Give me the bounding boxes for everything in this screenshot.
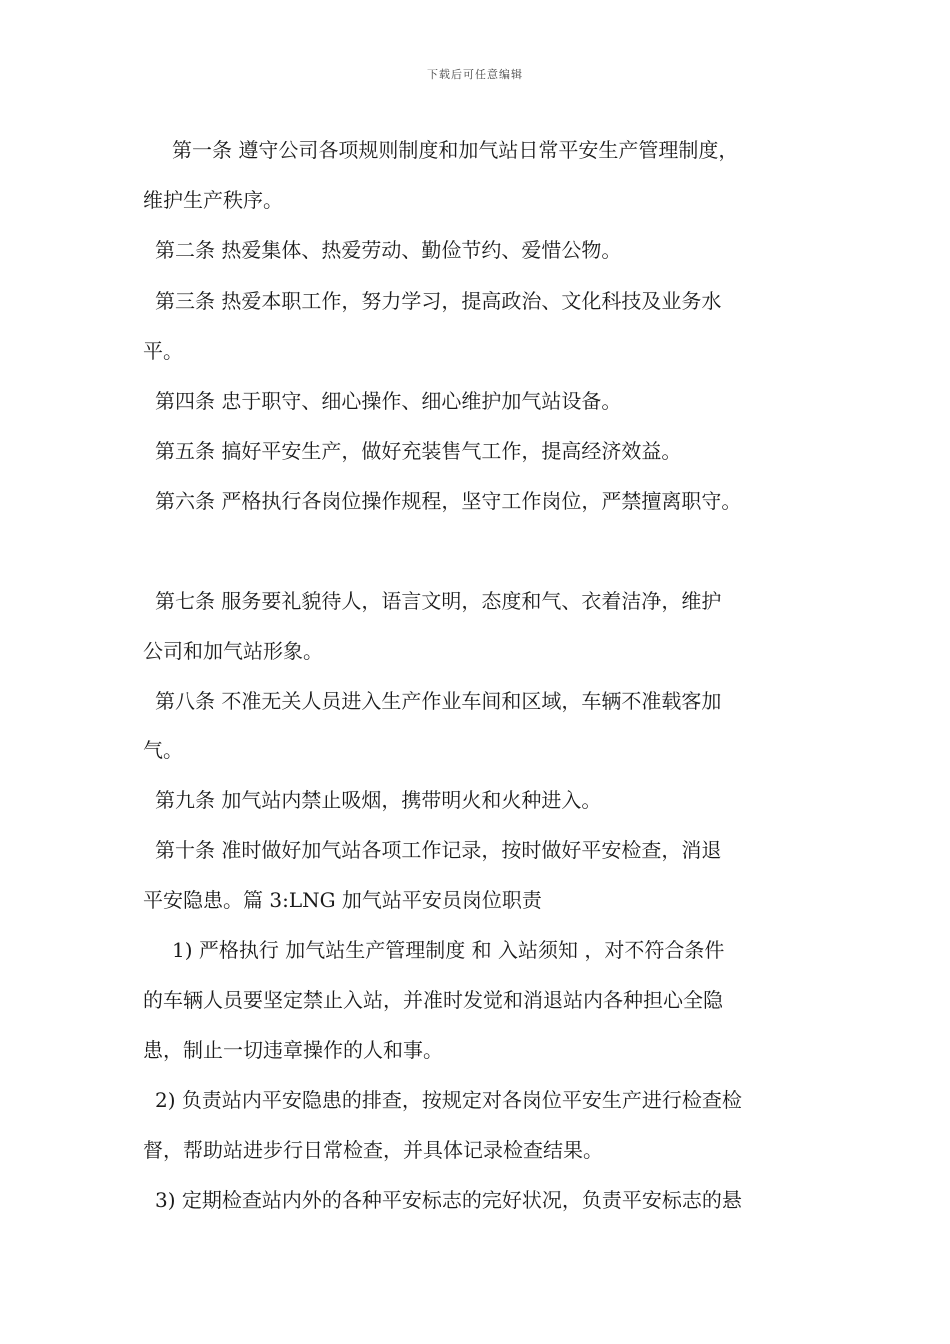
text-line: 第二条 热爱集体、热爱劳动、勤俭节约、爱惜公物。 <box>155 238 622 262</box>
text-line: 第四条 忠于职守、细心操作、细心维护加气站设备。 <box>155 389 622 413</box>
text-line: 第六条 严格执行各岗位操作规程，坚守工作岗位，严禁擅离职守。 <box>155 489 742 513</box>
text-line: 1) 严格执行 加气站生产管理制度 和 入站须知 ，对不符合条件 <box>172 938 725 962</box>
text-line: 3) 定期检查站内外的各种平安标志的完好状况，负责平安标志的悬 <box>155 1188 742 1212</box>
text-line: 第九条 加气站内禁止吸烟，携带明火和火种进入。 <box>155 788 602 812</box>
text-line: 平。 <box>143 339 183 363</box>
text-line: 患，制止一切违章操作的人和事。 <box>143 1038 443 1062</box>
text-line: 平安隐患。篇 3:LNG 加气站平安员岗位职责 <box>143 888 542 912</box>
text-line: 督，帮助站进步行日常检查，并具体记录检查结果。 <box>143 1138 603 1162</box>
text-line: 公司和加气站形象。 <box>143 639 323 663</box>
text-line: 第七条 服务要礼貌待人，语言文明，态度和气、衣着洁净，维护 <box>155 589 722 613</box>
text-line: 第八条 不准无关人员进入生产作业车间和区域，车辆不准载客加 <box>155 689 722 713</box>
text-line: 的车辆人员要坚定禁止入站，并准时发觉和消退站内各种担心全隐 <box>143 988 723 1012</box>
text-line: 第三条 热爱本职工作，努力学习，提高政治、文化科技及业务水 <box>155 289 722 313</box>
text-line: 第五条 搞好平安生产，做好充装售气工作，提高经济效益。 <box>155 439 682 463</box>
text-line: 气。 <box>143 738 183 762</box>
text-line: 第十条 准时做好加气站各项工作记录，按时做好平安检查，消退 <box>155 838 722 862</box>
text-line: 2) 负责站内平安隐患的排查，按规定对各岗位平安生产进行检查检 <box>155 1088 742 1112</box>
text-line: 维护生产秩序。 <box>143 188 283 212</box>
page-header-note: 下载后可任意编辑 <box>427 68 523 81</box>
text-line: 第一条 遵守公司各项规则制度和加气站日常平安生产管理制度， <box>172 138 739 162</box>
